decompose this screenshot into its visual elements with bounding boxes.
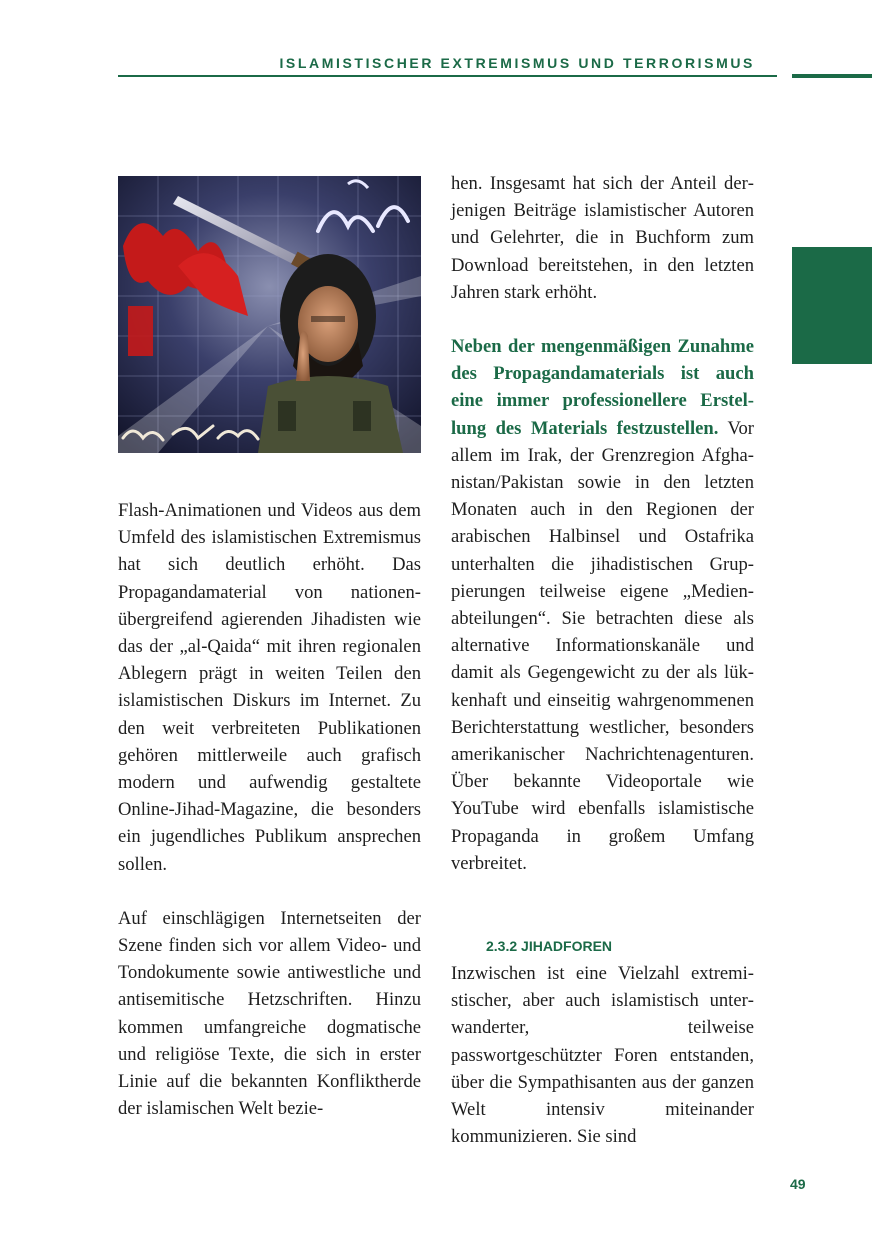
right-text-column-lower [451, 960, 754, 1150]
paragraph-spacer [451, 306, 754, 333]
body-paragraph: hen. Insgesamt hat sich der Anteil derjenigen Beiträge islamistischer Autoren und Gelehrter, die in Buchform zum Download bereitstehen, in den letzten Jahren stark erhöht. [451, 173, 754, 303]
paragraph-spacer [118, 878, 421, 905]
body-paragraph: Inzwischen ist eine Vielzahl extremistischer, aber auch islamistisch unterwanderter, teilweise passwortgeschützter Foren entstanden, über die Sympathisanten aus der ganzen Welt intensiv miteinander kommunizieren. Sie sind [451, 963, 754, 1148]
section-heading: 2.3.2 JIHADFOREN [486, 938, 613, 954]
highlighted-statement: Neben der mengenmäßigen Zunahme des Propagandamaterials ist auch eine immer professionellere Erstellung des Materials festzustellen. [451, 336, 754, 439]
body-paragraph [451, 333, 754, 877]
header-rule [118, 75, 777, 77]
header-rule-accent [792, 74, 872, 78]
running-header: ISLAMISTISCHER EXTREMISMUS UND TERRORISMUS [279, 55, 755, 71]
paragraph-continuation: Vor allem im Irak, der Grenzregion Afghanistan/Pakistan sowie in den letzten Monaten auch in den Regionen der arabischen Halbinsel und Ostafrika unterhalten die jihadistischen Gruppierungen teilweise eigene „Medienabteilungen“. Sie betrachten diese als alternative Informationskanäle und damit als Gegengewicht zu der als lükkenhaft und einseitig wahrgenommenen Berichterstattung westlicher, besonders amerikanischer Nachrichtenagenturen. Über bekannte Videoportale wie YouTube wird ebenfalls islamistische Propaganda in großem Umfang verbreitet. [451, 417, 754, 874]
propaganda-image [118, 176, 421, 453]
body-paragraph: Auf einschlägigen Internetseiten der Szene finden sich vor allem Video- und Tondokumente sowie antiwestliche und antisemitische Hetzschriften. Hinzu kommen umfangreiche dogmatische und religiöse Texte, die sich in erster Linie auf die bekannten Konfliktherde der islamischen Welt bezie- [118, 907, 421, 1120]
chapter-side-tab [792, 247, 872, 364]
left-text-column [118, 497, 421, 1122]
right-text-column [451, 170, 754, 877]
body-paragraph: Flash-Animationen und Videos aus dem Umfeld des islamistischen Extremismus hat sich deutlich erhöht. Das Propagandamaterial von nationenübergreifend agierenden Jihadisten wie das der „al-Qaida“ mit ihren regionalen Ablegern prägt in weiten Teilen den islamistischen Diskurs im Internet. Zu den weit verbreiteten Publikationen gehören mittlerweile auch grafisch modern und aufwendig gestaltete Online-Jihad-Magazine, die besonders ein jugendliches Publikum ansprechen sollen. [118, 500, 421, 875]
page-number: 49 [790, 1176, 806, 1192]
